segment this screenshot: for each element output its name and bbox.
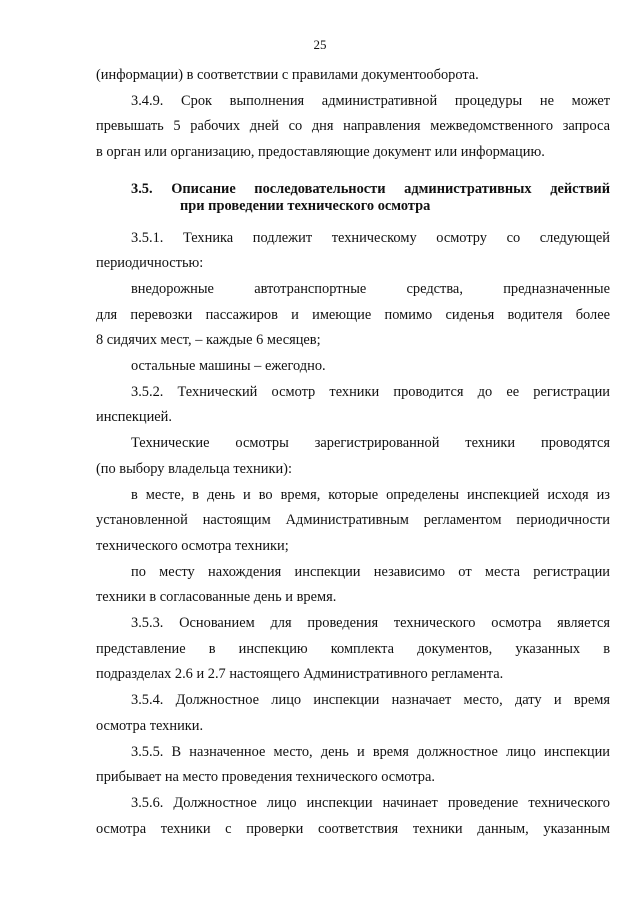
text-line: прибывает на место проведения технического осмотра. [96,769,435,785]
text-line: превышать 5 рабочих дней со дня направления межведомственного запроса [96,118,610,134]
text-line: 8 сидячих мест, – каждые 6 месяцев; [96,332,321,348]
text-line: осмотра техники с проверки соответствия техники данным, указанным [96,821,610,837]
text-line: подразделах 2.6 и 2.7 настоящего Административного регламента. [96,666,504,682]
text-line: остальные машины – ежегодно. [131,358,326,374]
text-line: 3.5.2. Технический осмотр техники проводится до ее регистрации [131,384,610,400]
text-line: Технические осмотры зарегистрированной техники проводятся [131,435,610,451]
text-line: 3.5.4. Должностное лицо инспекции назначает место, дату и время [131,692,610,708]
page-number: 25 [313,37,327,52]
text-line: по месту нахождения инспекции независимо от места регистрации [131,564,610,580]
section-heading: 3.5. Описание последовательности административных действий [131,181,610,197]
section-heading: при проведении технического осмотра [180,198,431,214]
text-line: инспекцией. [96,409,172,425]
text-line: 3.4.9. Срок выполнения административной процедуры не может [131,93,610,109]
text-line: 3.5.1. Техника подлежит техническому осмотру со следующей [131,230,610,246]
text-line: (информации) в соответствии с правилами документооборота. [96,67,479,83]
text-line: 3.5.3. Основанием для проведения технического осмотра является [131,615,610,631]
text-line: осмотра техники. [96,718,204,734]
text-line: периодичностью: [96,255,204,271]
text-line: технического осмотра техники; [96,538,289,554]
text-line: 3.5.6. Должностное лицо инспекции начинает проведение технического [131,795,610,811]
text-line: в месте, в день и во время, которые определены инспекцией исходя из [131,487,610,503]
text-line: для перевозки пассажиров и имеющие помимо сиденья водителя более [96,307,610,323]
text-line: внедорожные автотранспортные средства, предназначенные [131,281,610,297]
text-line: установленной настоящим Административным регламентом периодичности [96,512,610,528]
text-line: (по выбору владельца техники): [96,461,292,477]
text-line: в орган или организацию, предоставляющие документ или информацию. [96,144,545,160]
text-line: 3.5.5. В назначенное место, день и время должностное лицо инспекции [131,744,610,760]
text-line: представление в инспекцию комплекта документов, указанных в [96,641,610,657]
text-line: техники в согласованные день и время. [96,589,337,605]
